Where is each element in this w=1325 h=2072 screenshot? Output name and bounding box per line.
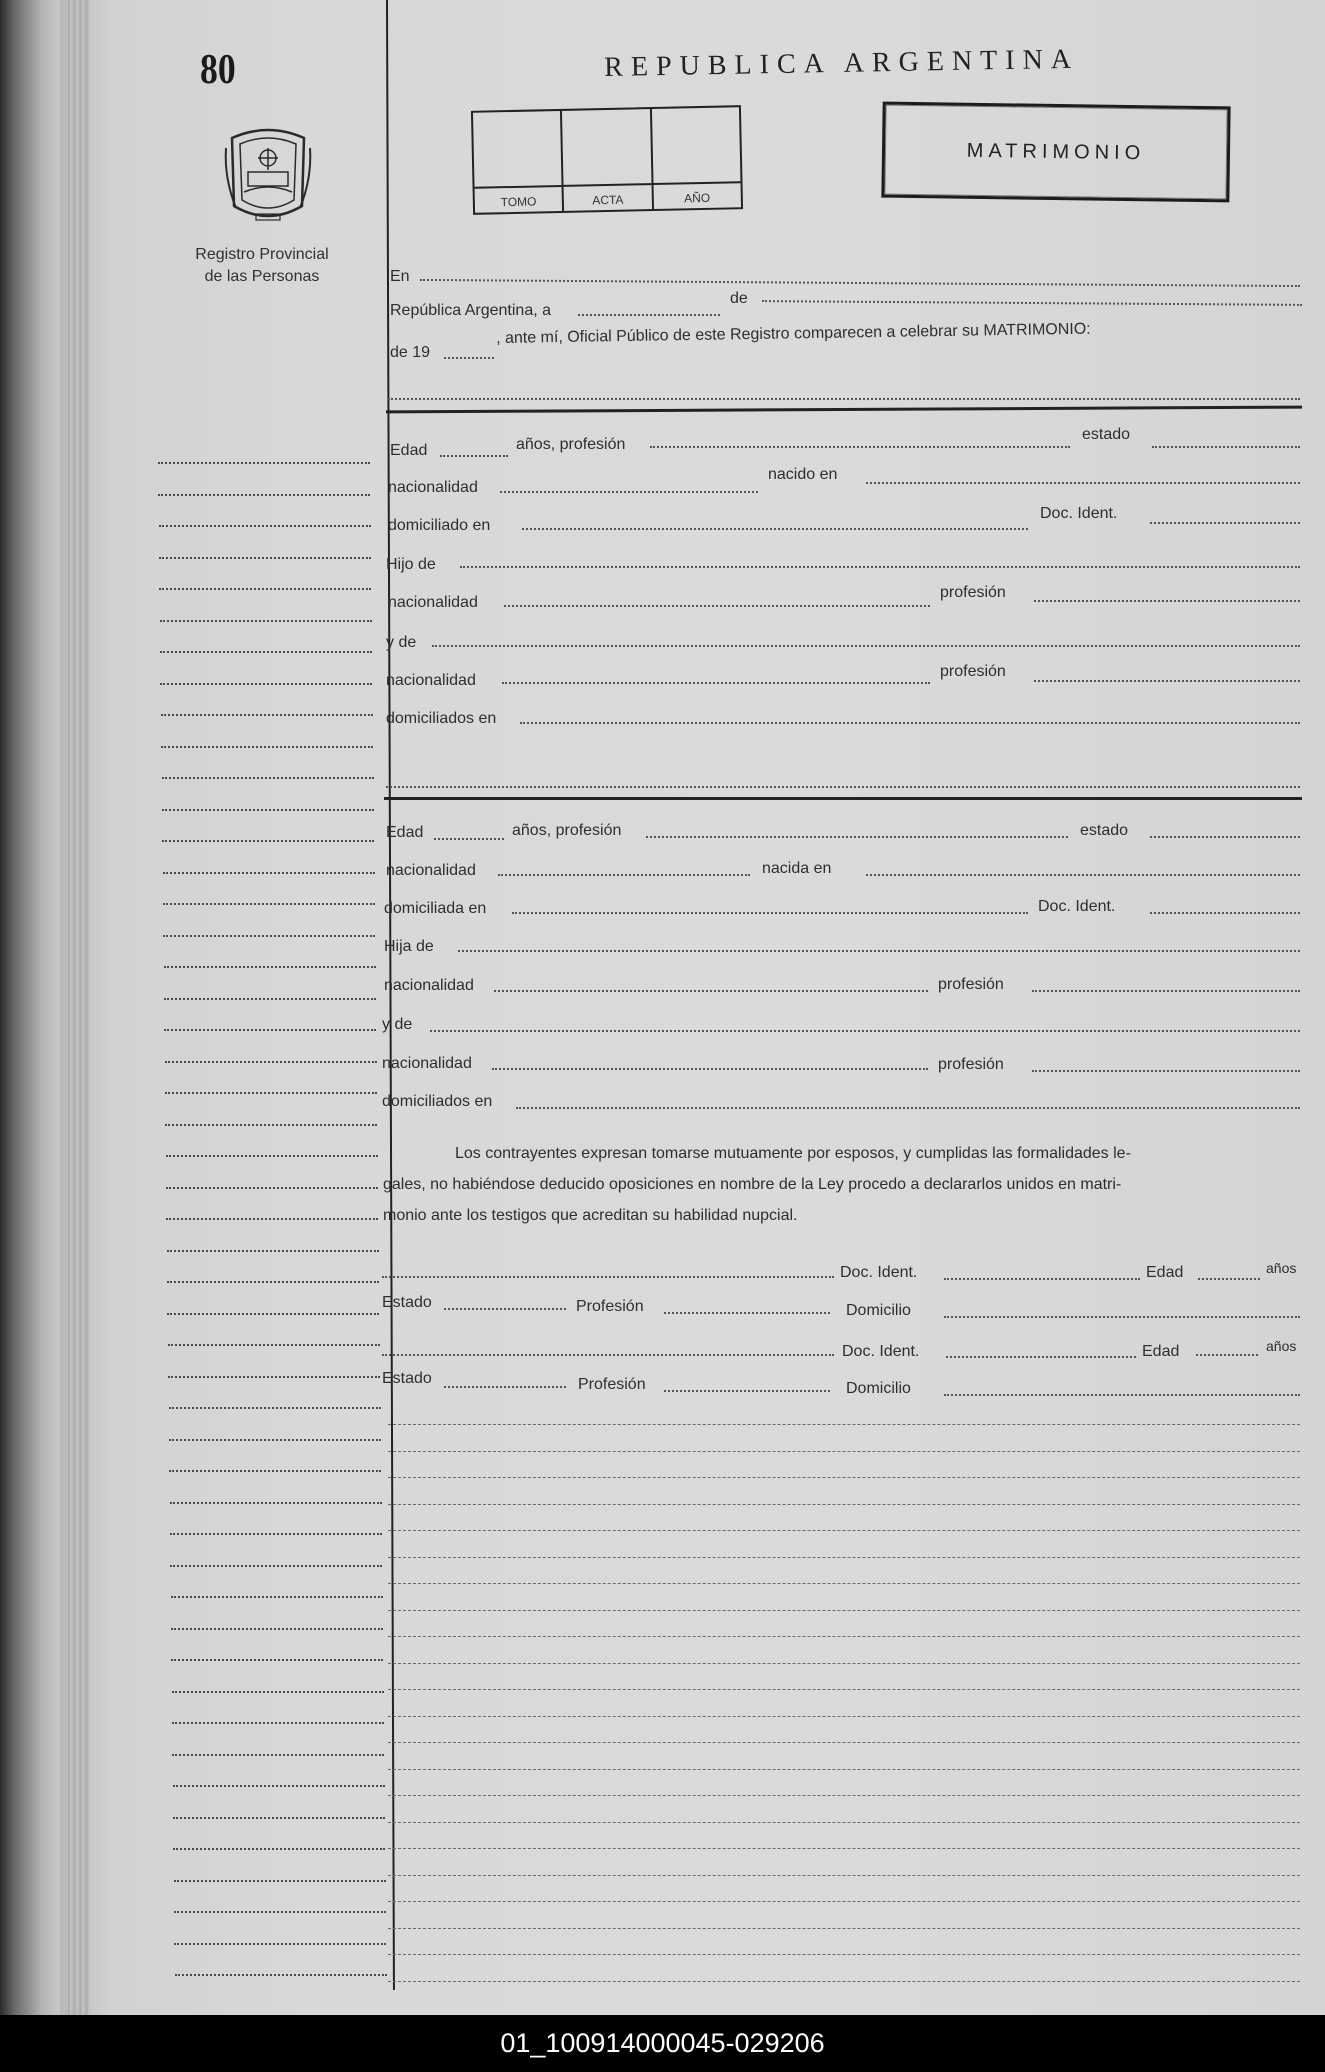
groom-hijo-line <box>460 566 1300 568</box>
groom-domiciliado-line <box>522 528 1028 530</box>
margin-ruled-line <box>162 809 374 811</box>
margin-ruled-line <box>159 525 371 527</box>
margin-ruled-line <box>167 1313 379 1315</box>
declaration-line-1: Los contrayentes expresan tomarse mutuamente por esposos, y cumplidas las formalidades le- <box>455 1145 1131 1162</box>
groom-madre-nacionalidad-line <box>502 682 930 684</box>
bride-estado-label: estado <box>1080 822 1129 839</box>
margin-ruled-line <box>168 1344 380 1346</box>
body-ruled-line <box>388 1689 1300 1690</box>
body-ruled-line <box>388 1928 1300 1929</box>
groom-profesion-line <box>650 446 1070 448</box>
bride-padre-nacionalidad-label: nacionalidad <box>384 977 474 994</box>
image-caption: 01_100914000045-029206 <box>0 2015 1325 2072</box>
margin-ruled-line <box>172 1691 384 1693</box>
groom-doc-label: Doc. Ident. <box>1040 505 1118 522</box>
groom-profesion-label: años, profesión <box>516 436 626 453</box>
provincial-seal-icon <box>222 118 314 230</box>
ano-cell <box>652 107 741 209</box>
bride-nacionalidad-line <box>498 874 750 876</box>
margin-ruled-line <box>166 1218 378 1220</box>
republica-label: República Argentina, a <box>390 302 551 319</box>
page-stack-edge <box>68 0 90 2015</box>
body-ruled-line <box>388 1636 1300 1637</box>
body-ruled-line <box>388 1822 1300 1823</box>
witness-2-domicilio-label: Domicilio <box>846 1380 911 1397</box>
witness-2-doc-line <box>946 1356 1136 1358</box>
witness-2-edad-line <box>1196 1354 1258 1356</box>
bride-domiciliada-line <box>512 912 1028 914</box>
bride-domiciliados-line <box>516 1107 1300 1109</box>
bride-nacida-line <box>866 874 1300 876</box>
declaration-line-2: gales, no habiéndose deducido oposiciones en nombre de la Ley procedo a declararlos unidos en matri- <box>383 1176 1122 1193</box>
witness-2-profesion-label: Profesión <box>578 1376 646 1393</box>
witness-2-anos-label: años <box>1266 1338 1297 1354</box>
margin-ruled-line <box>160 683 372 685</box>
bride-doc-label: Doc. Ident. <box>1038 898 1116 915</box>
margin-ruled-line <box>175 1974 387 1976</box>
margin-ruled-line <box>163 935 375 937</box>
bride-profesion-line <box>646 836 1068 838</box>
witness-1-doc-label: Doc. Ident. <box>840 1264 918 1281</box>
margin-ruled-line <box>160 620 372 622</box>
margin-ruled-line <box>165 1124 377 1126</box>
bride-padre-profesion-line <box>1032 990 1300 992</box>
tomo-cell <box>473 111 564 213</box>
groom-nacionalidad-line <box>500 491 758 493</box>
margin-ruled-line <box>167 1250 379 1252</box>
groom-madre-line <box>432 645 1300 647</box>
groom-edad-label: Edad <box>390 442 428 459</box>
bride-doc-line <box>1150 912 1300 914</box>
opening-statement: , ante mí, Oficial Público de este Registro comparecen a celebrar su MATRIMONIO: <box>496 320 1091 347</box>
bride-estado-line <box>1150 836 1300 838</box>
witness-1-edad-label: Edad <box>1146 1264 1184 1281</box>
margin-ruled-line <box>173 1848 385 1850</box>
witness-1-estado-label: Estado <box>382 1294 432 1311</box>
margin-ruled-line <box>160 651 372 653</box>
groom-estado-line <box>1152 446 1300 448</box>
opening-names-line <box>388 398 1300 400</box>
margin-ruled-line <box>158 462 370 464</box>
margin-ruled-line <box>174 1943 386 1945</box>
groom-padre-profesion-label: profesión <box>940 584 1006 601</box>
margin-ruled-line <box>167 1281 379 1283</box>
groom-nacionalidad-label: nacionalidad <box>388 479 478 496</box>
de-label: de <box>730 290 748 307</box>
margin-ruled-line <box>162 777 374 779</box>
act-type-box: MATRIMONIO <box>881 102 1230 203</box>
registry-line-2: de las Personas <box>204 268 320 285</box>
body-ruled-line <box>388 1583 1300 1584</box>
bride-madre-line <box>430 1030 1300 1032</box>
declaration-line-3: monio ante los testigos que acreditan su habilidad nupcial. <box>383 1207 798 1224</box>
witness-2-estado-label: Estado <box>382 1370 432 1387</box>
bride-madre-profesion-line <box>1032 1070 1300 1072</box>
witness-2-profesion-line <box>664 1390 830 1392</box>
margin-ruled-line <box>158 494 370 496</box>
witness-1-profesion-line <box>664 1312 830 1314</box>
groom-domiciliados-line <box>520 722 1300 724</box>
acta-label: ACTA <box>592 192 624 208</box>
witness-1-profesion-label: Profesión <box>576 1298 644 1315</box>
groom-madre-nacionalidad-label: nacionalidad <box>386 672 476 689</box>
body-ruled-line <box>388 1901 1300 1902</box>
body-ruled-line <box>388 1954 1300 1955</box>
margin-ruled-line <box>166 1155 378 1157</box>
margin-ruled-line <box>164 998 376 1000</box>
witness-1-doc-line <box>944 1278 1140 1280</box>
bride-profesion-label: años, profesión <box>512 822 622 839</box>
bride-madre-nacionalidad-line <box>492 1068 928 1070</box>
margin-ruled-line <box>159 557 371 559</box>
margin-ruled-line <box>168 1376 380 1378</box>
groom-nacido-line <box>866 482 1300 484</box>
margin-ruled-line <box>162 840 374 842</box>
groom-y-de-label: y de <box>386 634 417 651</box>
groom-madre-profesion-line <box>1034 680 1300 682</box>
margin-ruled-line <box>172 1754 384 1756</box>
groom-madre-profesion-label: profesión <box>940 663 1006 680</box>
bride-edad-label: Edad <box>386 824 424 841</box>
margin-ruled-line <box>170 1533 382 1535</box>
witness-1-domicilio-label: Domicilio <box>846 1302 911 1319</box>
margin-ruled-line <box>166 1187 378 1189</box>
margin-ruled-line <box>164 966 376 968</box>
bride-y-de-label: y de <box>382 1016 413 1033</box>
groom-padre-nacionalidad-line <box>504 605 930 607</box>
en-label: En <box>390 268 410 285</box>
body-ruled-line <box>388 1981 1300 1982</box>
groom-doc-line <box>1150 522 1300 524</box>
body-ruled-line <box>388 1424 1300 1425</box>
margin-ruled-line <box>169 1439 381 1441</box>
margin-ruled-line <box>170 1502 382 1504</box>
bride-domiciliados-label: domiciliados en <box>382 1093 493 1110</box>
body-ruled-line <box>388 1557 1300 1558</box>
body-ruled-line <box>388 1477 1300 1478</box>
margin-ruled-line <box>174 1880 386 1882</box>
margin-ruled-line <box>159 588 371 590</box>
margin-ruled-line <box>171 1596 383 1598</box>
witness-2-name-line <box>382 1354 834 1356</box>
bride-padre-nacionalidad-line <box>494 990 928 992</box>
witness-1-domicilio-line <box>944 1316 1300 1318</box>
bride-nacida-label: nacida en <box>762 860 832 877</box>
body-ruled-line <box>388 1875 1300 1876</box>
margin-ruled-line <box>169 1407 381 1409</box>
margin-ruled-line <box>165 1061 377 1063</box>
reference-box <box>471 105 743 215</box>
body-ruled-line <box>388 1663 1300 1664</box>
witness-2-doc-label: Doc. Ident. <box>842 1343 920 1360</box>
witness-2-domicilio-line <box>944 1394 1300 1396</box>
acta-cell <box>562 109 653 211</box>
groom-extra-line <box>386 786 1300 788</box>
body-ruled-line <box>388 1530 1300 1531</box>
margin-ruled-line <box>172 1722 384 1724</box>
bride-madre-nacionalidad-label: nacionalidad <box>382 1055 472 1072</box>
groom-edad-line <box>440 455 508 457</box>
body-ruled-line <box>388 1451 1300 1452</box>
bride-edad-line <box>434 838 504 840</box>
witness-1-anos-label: años <box>1266 1260 1297 1276</box>
declaration-paragraph <box>383 1138 1301 1231</box>
bride-padre-profesion-label: profesión <box>938 976 1004 993</box>
year-line <box>444 357 494 359</box>
witness-2-estado-line <box>444 1386 566 1388</box>
body-ruled-line <box>388 1610 1300 1611</box>
witness-2-edad-label: Edad <box>1142 1343 1180 1360</box>
margin-ruled-line <box>173 1817 385 1819</box>
ano-label: AÑO <box>683 190 711 206</box>
bride-madre-profesion-label: profesión <box>938 1056 1004 1073</box>
bride-nacionalidad-label: nacionalidad <box>386 862 476 879</box>
bride-hija-label: Hija de <box>384 938 434 955</box>
body-ruled-line <box>388 1504 1300 1505</box>
day-line <box>578 314 720 316</box>
groom-domiciliados-label: domiciliados en <box>386 710 497 727</box>
margin-ruled-line <box>163 903 375 905</box>
margin-ruled-line <box>161 714 373 716</box>
body-ruled-line <box>388 1716 1300 1717</box>
body-ruled-line <box>388 1848 1300 1849</box>
registry-name <box>172 244 352 288</box>
groom-estado-label: estado <box>1082 426 1131 443</box>
margin-ruled-line <box>163 872 375 874</box>
book-binding <box>0 0 60 2015</box>
margin-ruled-line <box>171 1628 383 1630</box>
groom-padre-profesion-line <box>1034 600 1300 602</box>
groom-padre-nacionalidad-label: nacionalidad <box>388 594 478 611</box>
bride-domiciliada-label: domiciliada en <box>384 900 487 917</box>
witness-1-edad-line <box>1198 1278 1260 1280</box>
country-title: REPUBLICA ARGENTINA <box>604 43 1080 83</box>
groom-domiciliado-label: domiciliado en <box>388 517 491 534</box>
margin-ruled-line <box>173 1785 385 1787</box>
margin-ruled-line <box>165 1092 377 1094</box>
margin-ruled-line <box>171 1659 383 1661</box>
bride-hija-line <box>458 950 1300 952</box>
witness-1-estado-line <box>444 1308 566 1310</box>
margin-ruled-line <box>174 1911 386 1913</box>
groom-nacido-label: nacido en <box>768 466 838 483</box>
groom-hijo-label: Hijo de <box>386 556 436 573</box>
margin-ruled-line <box>170 1565 382 1567</box>
body-ruled-line <box>388 1742 1300 1743</box>
tomo-label: TOMO <box>500 194 537 210</box>
body-ruled-line <box>388 1769 1300 1770</box>
registry-line-1: Registro Provincial <box>195 246 329 263</box>
margin-ruled-line <box>164 1029 376 1031</box>
year-prefix: de 19 <box>390 344 431 361</box>
page-number: 80 <box>200 47 236 93</box>
section-divider-2 <box>384 797 1302 800</box>
body-ruled-line <box>388 1795 1300 1796</box>
witness-1-name-line <box>382 1276 834 1278</box>
margin-ruled-line <box>161 746 373 748</box>
margin-ruled-line <box>169 1470 381 1472</box>
